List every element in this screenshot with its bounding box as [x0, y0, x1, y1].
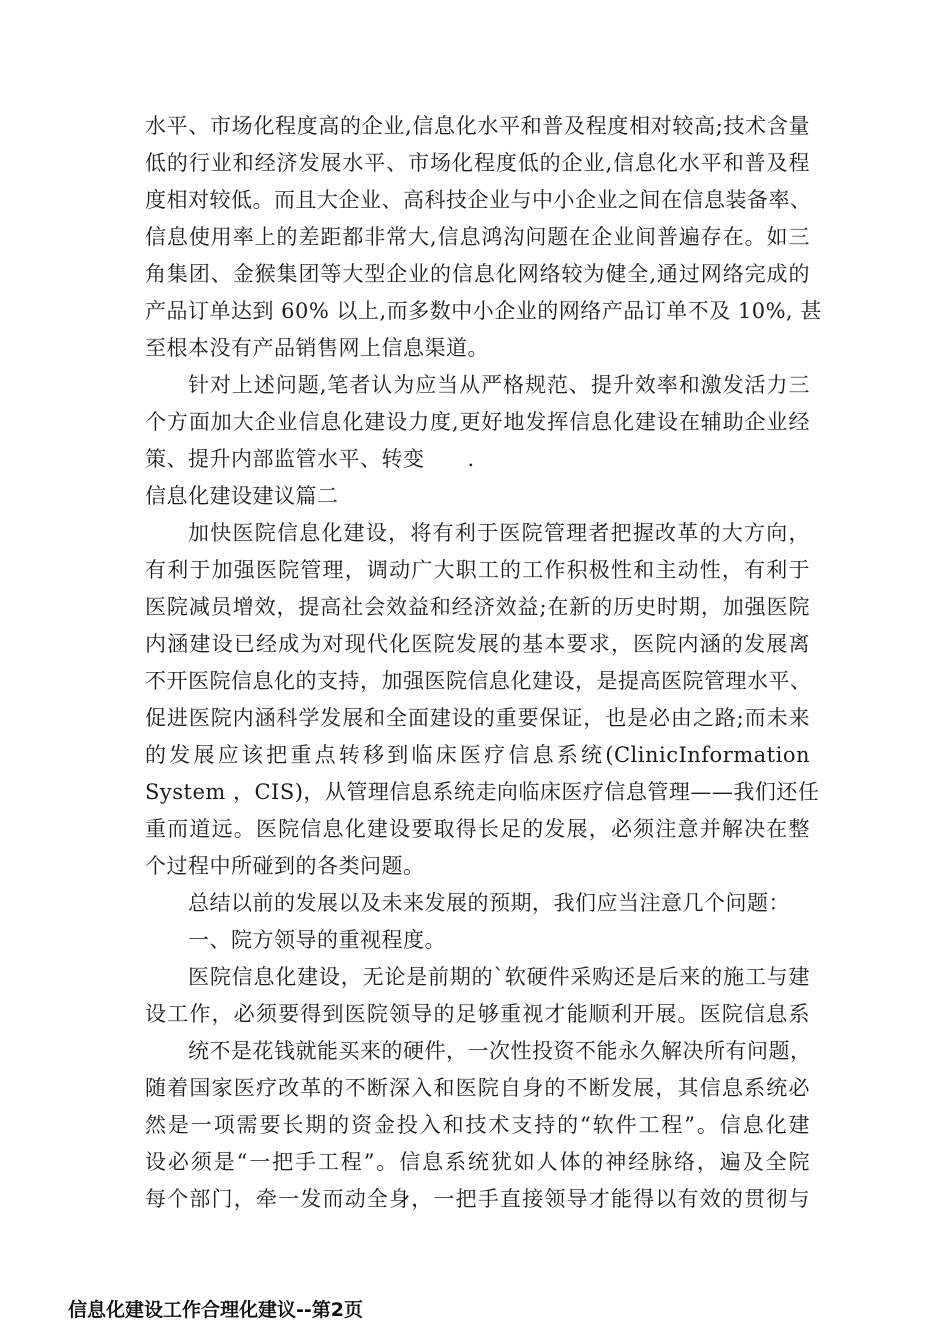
text-line: 信息使用率上的差距都非常大,信息鸿沟问题在企业间普遍存在。如三: [145, 225, 810, 249]
text-line: 设工作，必须要得到医院领导的足够重视才能顺利开展。医院信息系: [145, 1002, 810, 1026]
text-line: 个过程中所碰到的各类问题。: [145, 854, 425, 878]
text-line: 统不是花钱就能买来的硬件，一次性投资不能永久解决所有问题，: [188, 1039, 812, 1063]
text-line: 然是一项需要长期的资金投入和技术支持的“软件工程”。信息化建: [145, 1113, 810, 1137]
subheading: 一、院方领导的重视程度。: [188, 928, 446, 952]
text-line: 不开医院信息化的支持，加强医院信息化建设，是提高医院管理水平、: [145, 669, 812, 693]
text-line: 至根本没有产品销售网上信息渠道。: [145, 336, 489, 360]
text-line: 产品订单达到 60% 以上,而多数中小企业的网络产品订单不及 10%, 甚: [145, 299, 822, 323]
text-line: 角集团、金猴集团等大型企业的信息化网络较为健全,通过网络完成的: [145, 262, 810, 286]
text-line: 设必须是“一把手工程”。信息系统犹如人体的神经脉络，遍及全院: [145, 1150, 810, 1174]
text-line: 水平、市场化程度高的企业,信息化水平和普及程度相对较高;技术含量: [145, 114, 810, 138]
text-line: 促进医院内涵科学发展和全面建设的重要保证，也是必由之路;而未来: [145, 706, 810, 730]
text-line: 每个部门，牵一发而动全身，一把手直接领导才能得以有效的贯彻与: [145, 1187, 810, 1211]
page-footer: 信息化建设工作合理化建议--第2页: [68, 1299, 363, 1321]
section-heading: 信息化建设建议篇二: [145, 484, 339, 508]
text-line: 有利于加强医院管理，调动广大职工的工作积极性和主动性，有利于: [145, 558, 810, 582]
text-line: 重而道远。医院信息化建设要取得长足的发展，必须注意并解决在整: [145, 817, 810, 841]
text-line: 策、提升内部监管水平、转变 .: [145, 447, 475, 471]
text-line: 总结以前的发展以及未来发展的预期，我们应当注意几个问题：: [188, 891, 790, 915]
text-line: 医院减员增效，提高社会效益和经济效益;在新的历史时期，加强医院: [145, 595, 810, 619]
text-line: 加快医院信息化建设，将有利于医院管理者把握改革的大方向，: [188, 521, 810, 545]
text-line: 度相对较低。而且大企业、高科技企业与中小企业之间在信息装备率、: [145, 188, 812, 212]
text-line: 医院信息化建设，无论是前期的`软硬件采购还是后来的施工与建: [188, 965, 810, 989]
text-line: 随着国家医疗改革的不断深入和医院自身的不断发展，其信息系统必: [145, 1076, 810, 1100]
text-line: 的发展应该把重点转移到临床医疗信息系统(ClinicInformation: [145, 743, 810, 767]
text-line: 个方面加大企业信息化建设力度,更好地发挥信息化建设在辅助企业经: [145, 410, 810, 434]
text-line: 针对上述问题,笔者认为应当从严格规范、提升效率和激发活力三: [188, 373, 810, 397]
text-line: System ，CIS)，从管理信息系统走向临床医疗信息管理——我们还任: [145, 780, 820, 804]
text-line: 内涵建设已经成为对现代化医院发展的基本要求，医院内涵的发展离: [145, 632, 810, 656]
text-line: 低的行业和经济发展水平、市场化程度低的企业,信息化水平和普及程: [145, 151, 810, 175]
